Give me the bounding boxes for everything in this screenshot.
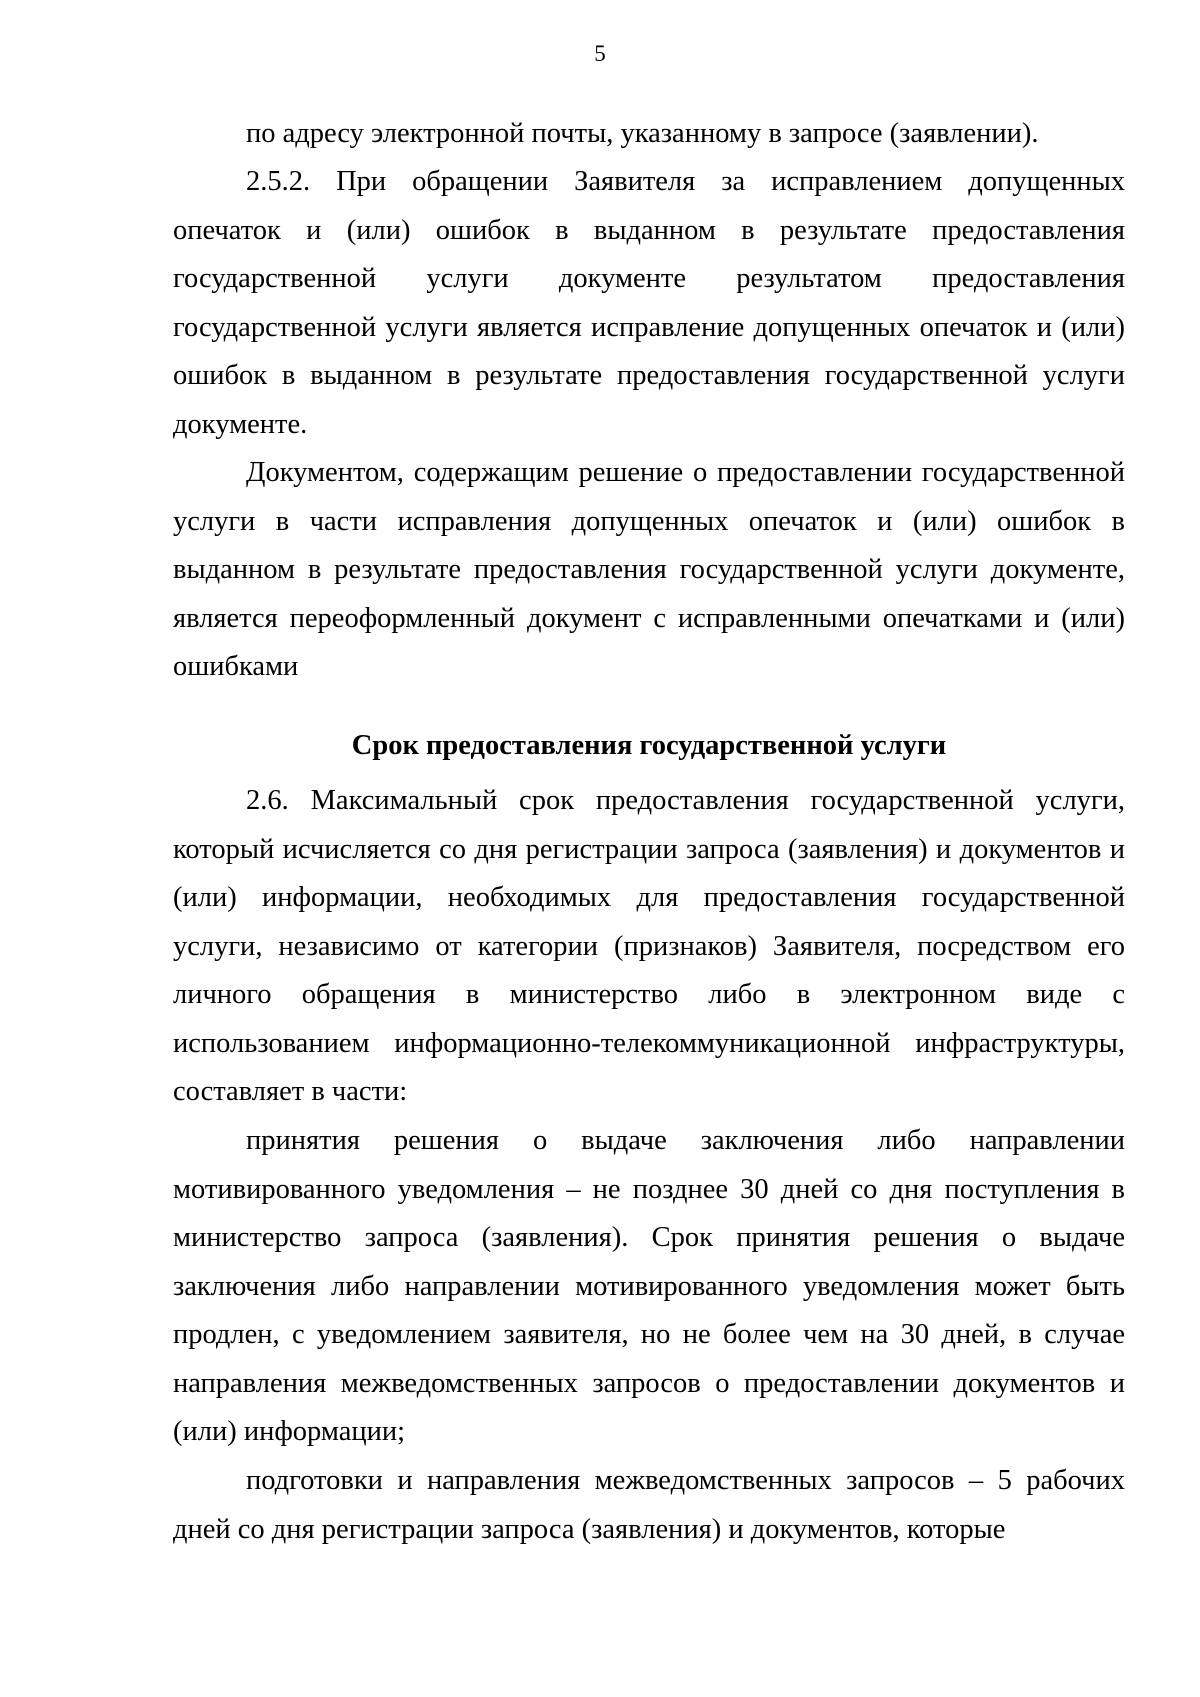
paragraph-interagency-requests: подготовки и направления межведомственных запросов – 5 рабочих дней со дня регистрации запроса (заявления) и документов, которые [173, 1465, 1125, 1545]
paragraph-decision-document: Документом, содержащим решение о предоставлении государственной услуги в части исправления допущенных опечаток и (или) ошибок в выданном в результате предоставления государственной услуги документе, является переоформленный документ с исправленными опечатками и (или) ошибками [173, 457, 1125, 682]
paragraph-decision-term: принятия решения о выдаче заключения либо направлении мотивированного уведомления – не позднее 30 дней со дня поступления в министерство запроса (заявления). Срок принятия решения о выдаче заключения либо направлении мотивированного уведомления может быть продлен, с уведомлением заявителя, но не более чем на 30 дней, в случае направления межведомственных запросов о предоставлении документов и (или) информации; [173, 1125, 1125, 1447]
page-number: 5 [594, 41, 606, 66]
section-heading: Срок предоставления государственной услуги [351, 730, 947, 761]
paragraph-2-5-2: 2.5.2. При обращении Заявителя за исправлением допущенных опечаток и (или) ошибок в выданном в результате предоставления государственной услуги документе результатом предоставления государственной услуги является исправление допущенных опечаток и (или) ошибок в выданном в результате предоставления государственной услуги документе. [173, 166, 1125, 440]
paragraph-2-6: 2.6. Максимальный срок предоставления государственной услуги, который исчисляется со дня регистрации запроса (заявления) и документов и (или) информации, необходимых для предоставления государственной услуги, независимо от категории (признаков) Заявителя, посредством его личного обращения в министерство либо в электронном виде с использованием информационно-телекоммуникационной инфраструктуры, составляет в части: [173, 785, 1125, 1107]
paragraph-email-address: по адресу электронной почты, указанному в запросе (заявлении). [246, 118, 1039, 149]
